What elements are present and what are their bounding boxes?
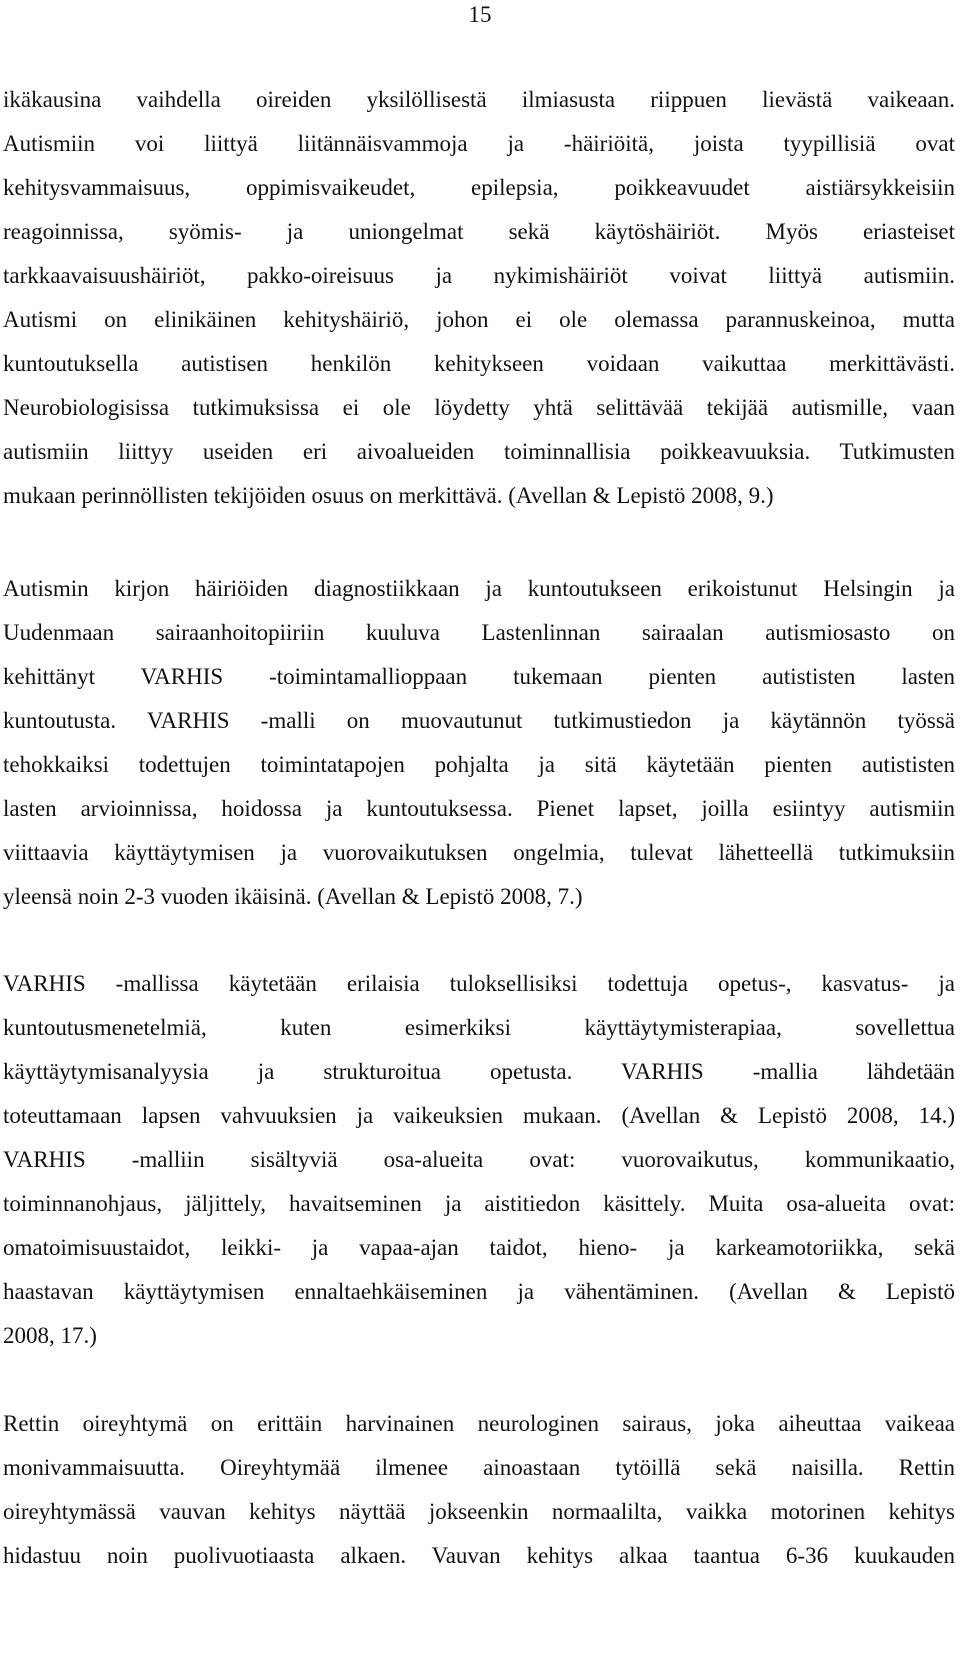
paragraph-line: oireyhtymässä vauvan kehitys näyttää jokseenkin normaalilta, vaikka motorinen kehitys <box>3 1499 955 1524</box>
paragraph-line: kehitysvammaisuus, oppimisvaikeudet, epilepsia, poikkeavuudet aistiärsykkeisiin <box>3 175 955 200</box>
paragraph-line: toteuttamaan lapsen vahvuuksien ja vaikeuksien mukaan. (Avellan & Lepistö 2008, 14.) <box>3 1103 955 1128</box>
paragraph-line: Uudenmaan sairaanhoitopiiriin kuuluva Lastenlinnan sairaalan autismiosasto on <box>3 620 955 645</box>
paragraph-line: Autismiin voi liittyä liitännäisvammoja ja -häiriöitä, joista tyypillisiä ovat <box>3 131 955 156</box>
paragraph-line: monivammaisuutta. Oireyhtymää ilmenee ainoastaan tytöillä sekä naisilla. Rettin <box>3 1455 955 1480</box>
paragraph-line: yleensä noin 2-3 vuoden ikäisinä. (Avellan & Lepistö 2008, 7.) <box>3 884 583 909</box>
page-number: 15 <box>468 2 492 27</box>
paragraph-line: Autismi on elinikäinen kehityshäiriö, johon ei ole olemassa parannuskeinoa, mutta <box>3 307 955 332</box>
paragraph-line: VARHIS -mallissa käytetään erilaisia tuloksellisiksi todettuja opetus-, kasvatus- ja <box>3 971 955 996</box>
paragraph-line: Neurobiologisissa tutkimuksissa ei ole löydetty yhtä selittävää tekijää autismille, vaan <box>3 395 955 420</box>
paragraph-line: mukaan perinnöllisten tekijöiden osuus on merkittävä. (Avellan & Lepistö 2008, 9.) <box>3 483 774 508</box>
paragraph-line: tarkkaavaisuushäiriöt, pakko-oireisuus ja nykimishäiriöt voivat liittyä autismiin. <box>3 263 955 288</box>
paragraph-line: omatoimisuustaidot, leikki- ja vapaa-ajan taidot, hieno- ja karkeamotoriikka, sekä <box>3 1235 955 1260</box>
paragraph-varhis-methods <box>3 962 955 1358</box>
paragraph-line: lasten arvioinnissa, hoidossa ja kuntoutuksessa. Pienet lapset, joilla esiintyy autismiin <box>3 796 955 821</box>
paragraph-line: haastavan käyttäytymisen ennaltaehkäiseminen ja vähentäminen. (Avellan & Lepistö <box>3 1279 955 1304</box>
paragraph-line: Rettin oireyhtymä on erittäin harvinainen neurologinen sairaus, joka aiheuttaa vaikeaa <box>3 1411 955 1436</box>
paragraph-line: 2008, 17.) <box>3 1323 97 1348</box>
paragraph-line: ikäkausina vaihdella oireiden yksilöllisestä ilmiasusta riippuen lievästä vaikeaan. <box>3 87 955 112</box>
paragraph-line: kuntoutuksella autistisen henkilön kehitykseen voidaan vaikuttaa merkittävästi. <box>3 351 955 376</box>
paragraph-line: käyttäytymisanalyysia ja strukturoitua opetusta. VARHIS -mallia lähdetään <box>3 1059 955 1084</box>
paragraph-line: tehokkaiksi todettujen toimintatapojen pohjalta ja sitä käytetään pienten autististen <box>3 752 955 777</box>
paragraph-line: reagoinnissa, syömis- ja uniongelmat sekä käytöshäiriöt. Myös eriasteiset <box>3 219 955 244</box>
paragraph-line: VARHIS -malliin sisältyviä osa-alueita ovat: vuorovaikutus, kommunikaatio, <box>3 1147 955 1172</box>
paragraph-line: autismiin liittyy useiden eri aivoalueiden toiminnallisia poikkeavuuksia. Tutkimusten <box>3 439 955 464</box>
paragraph-line: Autismin kirjon häiriöiden diagnostiikkaan ja kuntoutukseen erikoistunut Helsingin ja <box>3 576 955 601</box>
paragraph-line: kehittänyt VARHIS -toimintamallioppaan tukemaan pienten autististen lasten <box>3 664 955 689</box>
paragraph-line: kuntoutusta. VARHIS -malli on muovautunut tutkimustiedon ja käytännön työssä <box>3 708 955 733</box>
paragraph-line: viittaavia käyttäytymisen ja vuorovaikutuksen ongelmia, tulevat lähetteellä tutkimuksiin <box>3 840 955 865</box>
paragraph-varhis-intro <box>3 567 955 919</box>
paragraph-autism-comorbidities <box>3 78 955 518</box>
paragraph-line: kuntoutusmenetelmiä, kuten esimerkiksi käyttäytymisterapiaa, sovellettua <box>3 1015 955 1040</box>
paragraph-rett-syndrome <box>3 1402 955 1578</box>
paragraph-line: hidastuu noin puolivuotiaasta alkaen. Vauvan kehitys alkaa taantua 6-36 kuukauden <box>3 1543 955 1568</box>
paragraph-line: toiminnanohjaus, jäljittely, havaitseminen ja aistitiedon käsittely. Muita osa-alueita ovat: <box>3 1191 955 1216</box>
